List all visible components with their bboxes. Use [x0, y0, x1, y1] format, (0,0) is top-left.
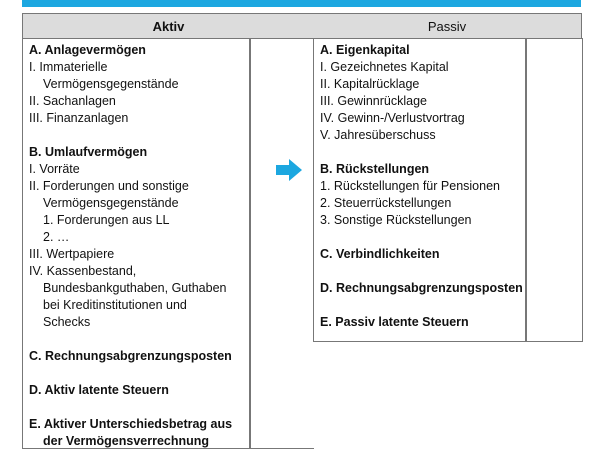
top-accent-bar: [22, 0, 581, 7]
aktiv-header-label: Aktiv: [152, 18, 185, 34]
right-arrow-icon: [276, 159, 302, 181]
passiv-b1: 1. Rückstellungen für Pensionen: [320, 179, 500, 193]
passiv-a-title: A. Eigenkapital: [320, 43, 410, 57]
aktiv-amount-cell: [249, 38, 314, 449]
passiv-e-title: E. Passiv latente Steuern: [320, 315, 469, 329]
aktiv-d-title: D. Aktiv latente Steuern: [29, 383, 169, 397]
passiv-column: [320, 42, 525, 331]
aktiv-b2-line1: II. Forderungen und sonstige: [29, 179, 189, 193]
aktiv-c-title: C. Rechnungsabgrenzungsposten: [29, 349, 232, 363]
aktiv-header: [22, 13, 315, 39]
passiv-b3: 3. Sonstige Rückstellungen: [320, 213, 472, 227]
aktiv-a-title: A. Anlagevermögen: [29, 43, 146, 57]
passiv-header: [313, 13, 582, 39]
aktiv-e-title-line2: der Vermögensverrechnung: [43, 434, 210, 448]
aktiv-b2-sub2: 2. …: [43, 230, 70, 244]
aktiv-a3: III. Finanzanlagen: [29, 111, 129, 125]
aktiv-a1-line1: I. Immaterielle: [29, 60, 108, 74]
aktiv-a1-line2: Vermögensgegenstände: [43, 77, 179, 91]
passiv-a4: IV. Gewinn-/Verlustvortrag: [320, 111, 465, 125]
passiv-a3: III. Gewinnrücklage: [320, 94, 427, 108]
passiv-a2: II. Kapitalrücklage: [320, 77, 420, 91]
aktiv-b3: III. Wertpapiere: [29, 247, 115, 261]
passiv-d-title: D. Rechnungsabgrenzungsposten: [320, 281, 523, 295]
aktiv-b-title: B. Umlaufvermögen: [29, 145, 148, 159]
aktiv-a2: II. Sachanlagen: [29, 94, 116, 108]
passiv-a1: I. Gezeichnetes Kapital: [320, 60, 449, 74]
passiv-amount-cell: [525, 38, 583, 342]
aktiv-e-title-line1: E. Aktiver Unterschiedsbetrag aus: [29, 417, 233, 431]
passiv-b2: 2. Steuerrückstellungen: [320, 196, 452, 210]
passiv-b-title: B. Rückstellungen: [320, 162, 430, 176]
aktiv-b2-sub1: 1. Forderungen aus LL: [43, 213, 170, 227]
passiv-c-title: C. Verbindlichkeiten: [320, 247, 440, 261]
aktiv-column: [29, 42, 251, 450]
aktiv-b2-line2: Vermögensgegenstände: [43, 196, 179, 210]
aktiv-b4-line2: Bundesbankguthaben, Guthaben: [43, 281, 227, 295]
aktiv-b4-line1: IV. Kassenbestand,: [29, 264, 137, 278]
aktiv-b4-line4: Schecks: [43, 315, 91, 329]
aktiv-b1: I. Vorräte: [29, 162, 80, 176]
passiv-header-label: Passiv: [427, 18, 467, 34]
aktiv-b4-line3: bei Kreditinstitutionen und: [43, 298, 187, 312]
passiv-a5: V. Jahresüberschuss: [320, 128, 436, 142]
